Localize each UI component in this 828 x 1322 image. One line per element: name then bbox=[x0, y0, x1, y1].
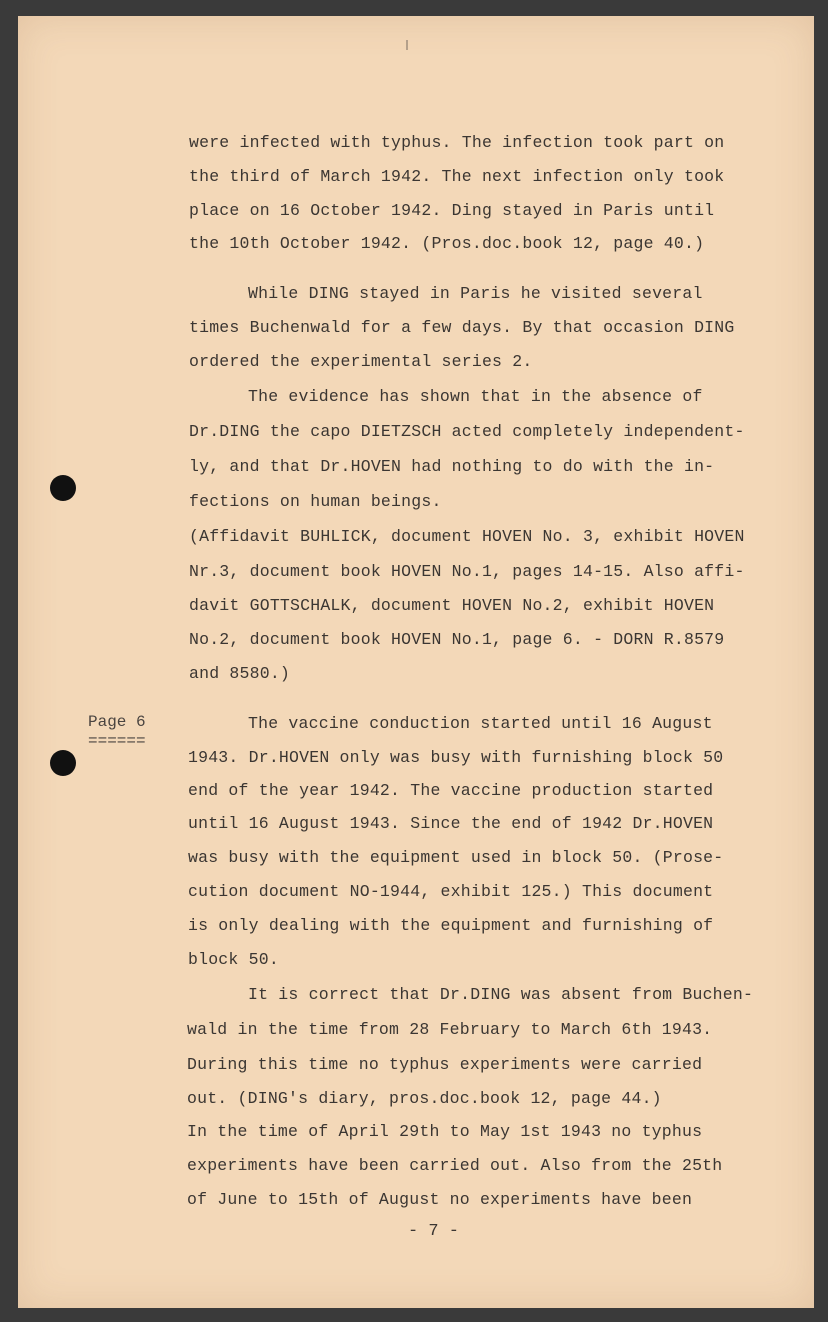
text-line: out. (DING's diary, pros.doc.book 12, page 44.) bbox=[187, 1089, 662, 1108]
text-line: was busy with the equipment used in block 50. (Prose- bbox=[188, 848, 724, 867]
text-line: 1943. Dr.HOVEN only was busy with furnishing block 50 bbox=[188, 748, 724, 767]
text-line: (Affidavit BUHLICK, document HOVEN No. 3, exhibit HOVEN bbox=[189, 527, 745, 546]
text-line: While DING stayed in Paris he visited several bbox=[248, 284, 703, 303]
text-line: and 8580.) bbox=[189, 664, 291, 683]
text-line: During this time no typhus experiments were carried bbox=[187, 1055, 703, 1074]
text-line: place on 16 October 1942. Ding stayed in Paris until bbox=[189, 201, 715, 220]
text-line: wald in the time from 28 February to March 6th 1943. bbox=[187, 1020, 713, 1039]
text-line: No.2, document book HOVEN No.1, page 6. - DORN R.8579 bbox=[189, 630, 725, 649]
text-line: the third of March 1942. The next infection only took bbox=[189, 167, 725, 186]
text-line: the 10th October 1942. (Pros.doc.book 12, page 40.) bbox=[189, 234, 705, 253]
text-line: The evidence has shown that in the absence of bbox=[248, 387, 703, 406]
document-page bbox=[18, 16, 814, 1308]
text-line: The vaccine conduction started until 16 August bbox=[248, 714, 713, 733]
page-number: - 7 - bbox=[408, 1222, 460, 1241]
text-line: is only dealing with the equipment and furnishing of bbox=[188, 916, 714, 935]
punch-hole-upper bbox=[50, 475, 76, 501]
text-line: experiments have been carried out. Also from the 25th bbox=[187, 1156, 723, 1175]
punch-hole-lower bbox=[50, 750, 76, 776]
text-line: cution document NO-1944, exhibit 125.) This document bbox=[188, 882, 714, 901]
text-line: Nr.3, document book HOVEN No.1, pages 14-15. Also affi- bbox=[189, 562, 745, 581]
text-line: fections on human beings. bbox=[189, 492, 442, 511]
text-line: until 16 August 1943. Since the end of 1942 Dr.HOVEN bbox=[188, 814, 714, 833]
text-line: ordered the experimental series 2. bbox=[189, 352, 533, 371]
text-line: ly, and that Dr.HOVEN had nothing to do with the in- bbox=[189, 457, 715, 476]
text-line: of June to 15th of August no experiments have been bbox=[187, 1190, 693, 1209]
margin-note-underline: ====== bbox=[88, 732, 146, 750]
text-line: end of the year 1942. The vaccine production started bbox=[188, 781, 714, 800]
text-line: block 50. bbox=[188, 950, 279, 969]
text-line: were infected with typhus. The infection took part on bbox=[189, 133, 725, 152]
text-line: times Buchenwald for a few days. By that occasion DING bbox=[189, 318, 735, 337]
text-line: In the time of April 29th to May 1st 1943 no typhus bbox=[187, 1122, 703, 1141]
text-line: Dr.DING the capo DIETZSCH acted completely independent- bbox=[189, 422, 745, 441]
paper-mark bbox=[406, 40, 408, 50]
text-line: It is correct that Dr.DING was absent from Buchen- bbox=[248, 985, 754, 1004]
text-line: davit GOTTSCHALK, document HOVEN No.2, exhibit HOVEN bbox=[189, 596, 715, 615]
margin-note-label: Page 6 bbox=[88, 713, 146, 731]
